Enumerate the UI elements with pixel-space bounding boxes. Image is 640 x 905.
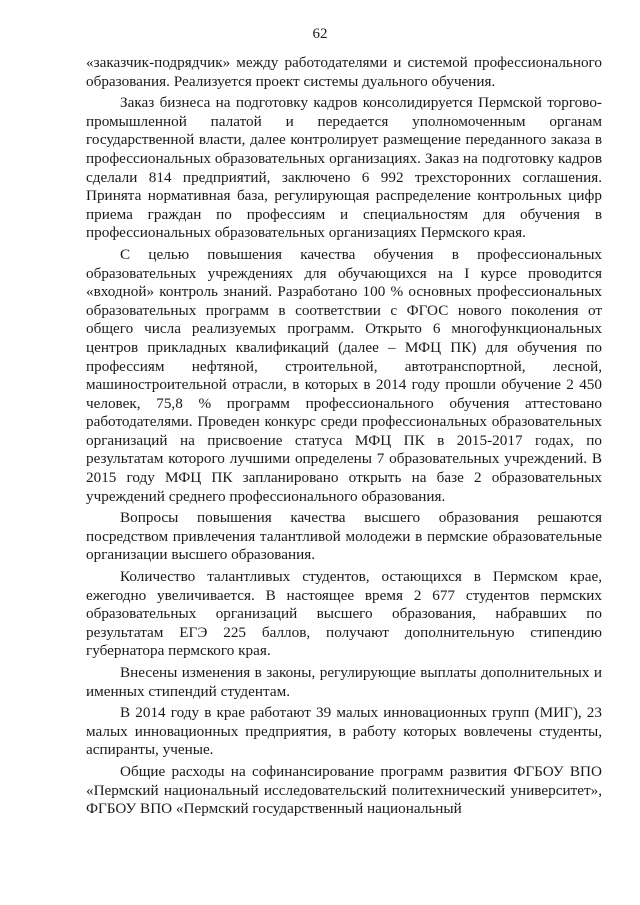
paragraph-talented-students: Количество талантливых студентов, остающихся в Пермском крае, ежегодно увеличивается. В настоящее время 2 677 студентов пермских образовательных организаций высшего образования, набравших по результатам ЕГЭ 225 баллов, получают дополнительную стипендию губернатора пермского края. xyxy=(86,568,602,660)
paragraph-business-order: Заказ бизнеса на подготовку кадров консолидируется Пермской торгово-промышленной палатой и передается уполномоченным органам государственной власти, далее контролирует размещение переданного заказа в профессиональных образовательных организациях. Заказ на подготовку кадров сделали 814 предприятий, заключено 6 992 трехсторонних соглашения. Принята нормативная база, регулирующая распределение контрольных цифр приема граждан по профессиям и специальностям для обучения в профессиональных образовательных организациях Пермского края. xyxy=(86,94,602,242)
page-number: 62 xyxy=(312,26,328,42)
paragraph-cofinancing: Общие расходы на софинансирование программ развития ФГБОУ ВПО «Пермский национальный исследовательский политехнический университет», ФГБОУ ВПО «Пермский государственный национальный xyxy=(86,762,602,818)
paragraph-quality-vocational: С целью повышения качества обучения в профессиональных образовательных учреждениях для обучающихся на I курсе проводится «входной» контроль знаний. Разработано 100 % основных профессиональных образовательных программ в соответствии с ФГОС нового поколения от общего числа реализуемых программ. Открыто 6 многофункциональных центров прикладных квалификаций (далее – МФЦ ПК) для обучения по профессиям нефтяной, строительной, автотранспортной, лесной, машиностроительной отрасли, в которых в 2014 году прошли обучение 2 450 человек, 75,8 % программ профессионального обучения аттестовано работодателями. Проведен конкурс среди профессиональных образовательных организаций на присвоение статуса МФЦ ПК в 2015-2017 годах, по результатам которого лучшими определены 7 образовательных учреждений. В 2015 году МФЦ ПК запланировано открыть на базе 2 образовательных учреждений среднего профессионального образования. xyxy=(86,245,602,505)
paragraph-law-amendments: Внесены изменения в законы, регулирующие выплаты дополнительных и именных стипендий студентам. xyxy=(86,664,602,700)
paragraph-dual-education-continuation: «заказчик-подрядчик» между работодателями и системой профессионального образования. Реализуется проект системы дуального обучения. xyxy=(86,54,602,90)
paragraph-innovation-groups: В 2014 году в крае работают 39 малых инновационных групп (МИГ), 23 малых инновационных предприятия, в работу которых вовлечены студенты, аспиранты, ученые. xyxy=(86,704,602,759)
document-body xyxy=(86,54,602,822)
paragraph-higher-education-quality: Вопросы повышения качества высшего образования решаются посредством привлечения талантливой молодежи в пермские образовательные организации высшего образования. xyxy=(86,509,602,564)
